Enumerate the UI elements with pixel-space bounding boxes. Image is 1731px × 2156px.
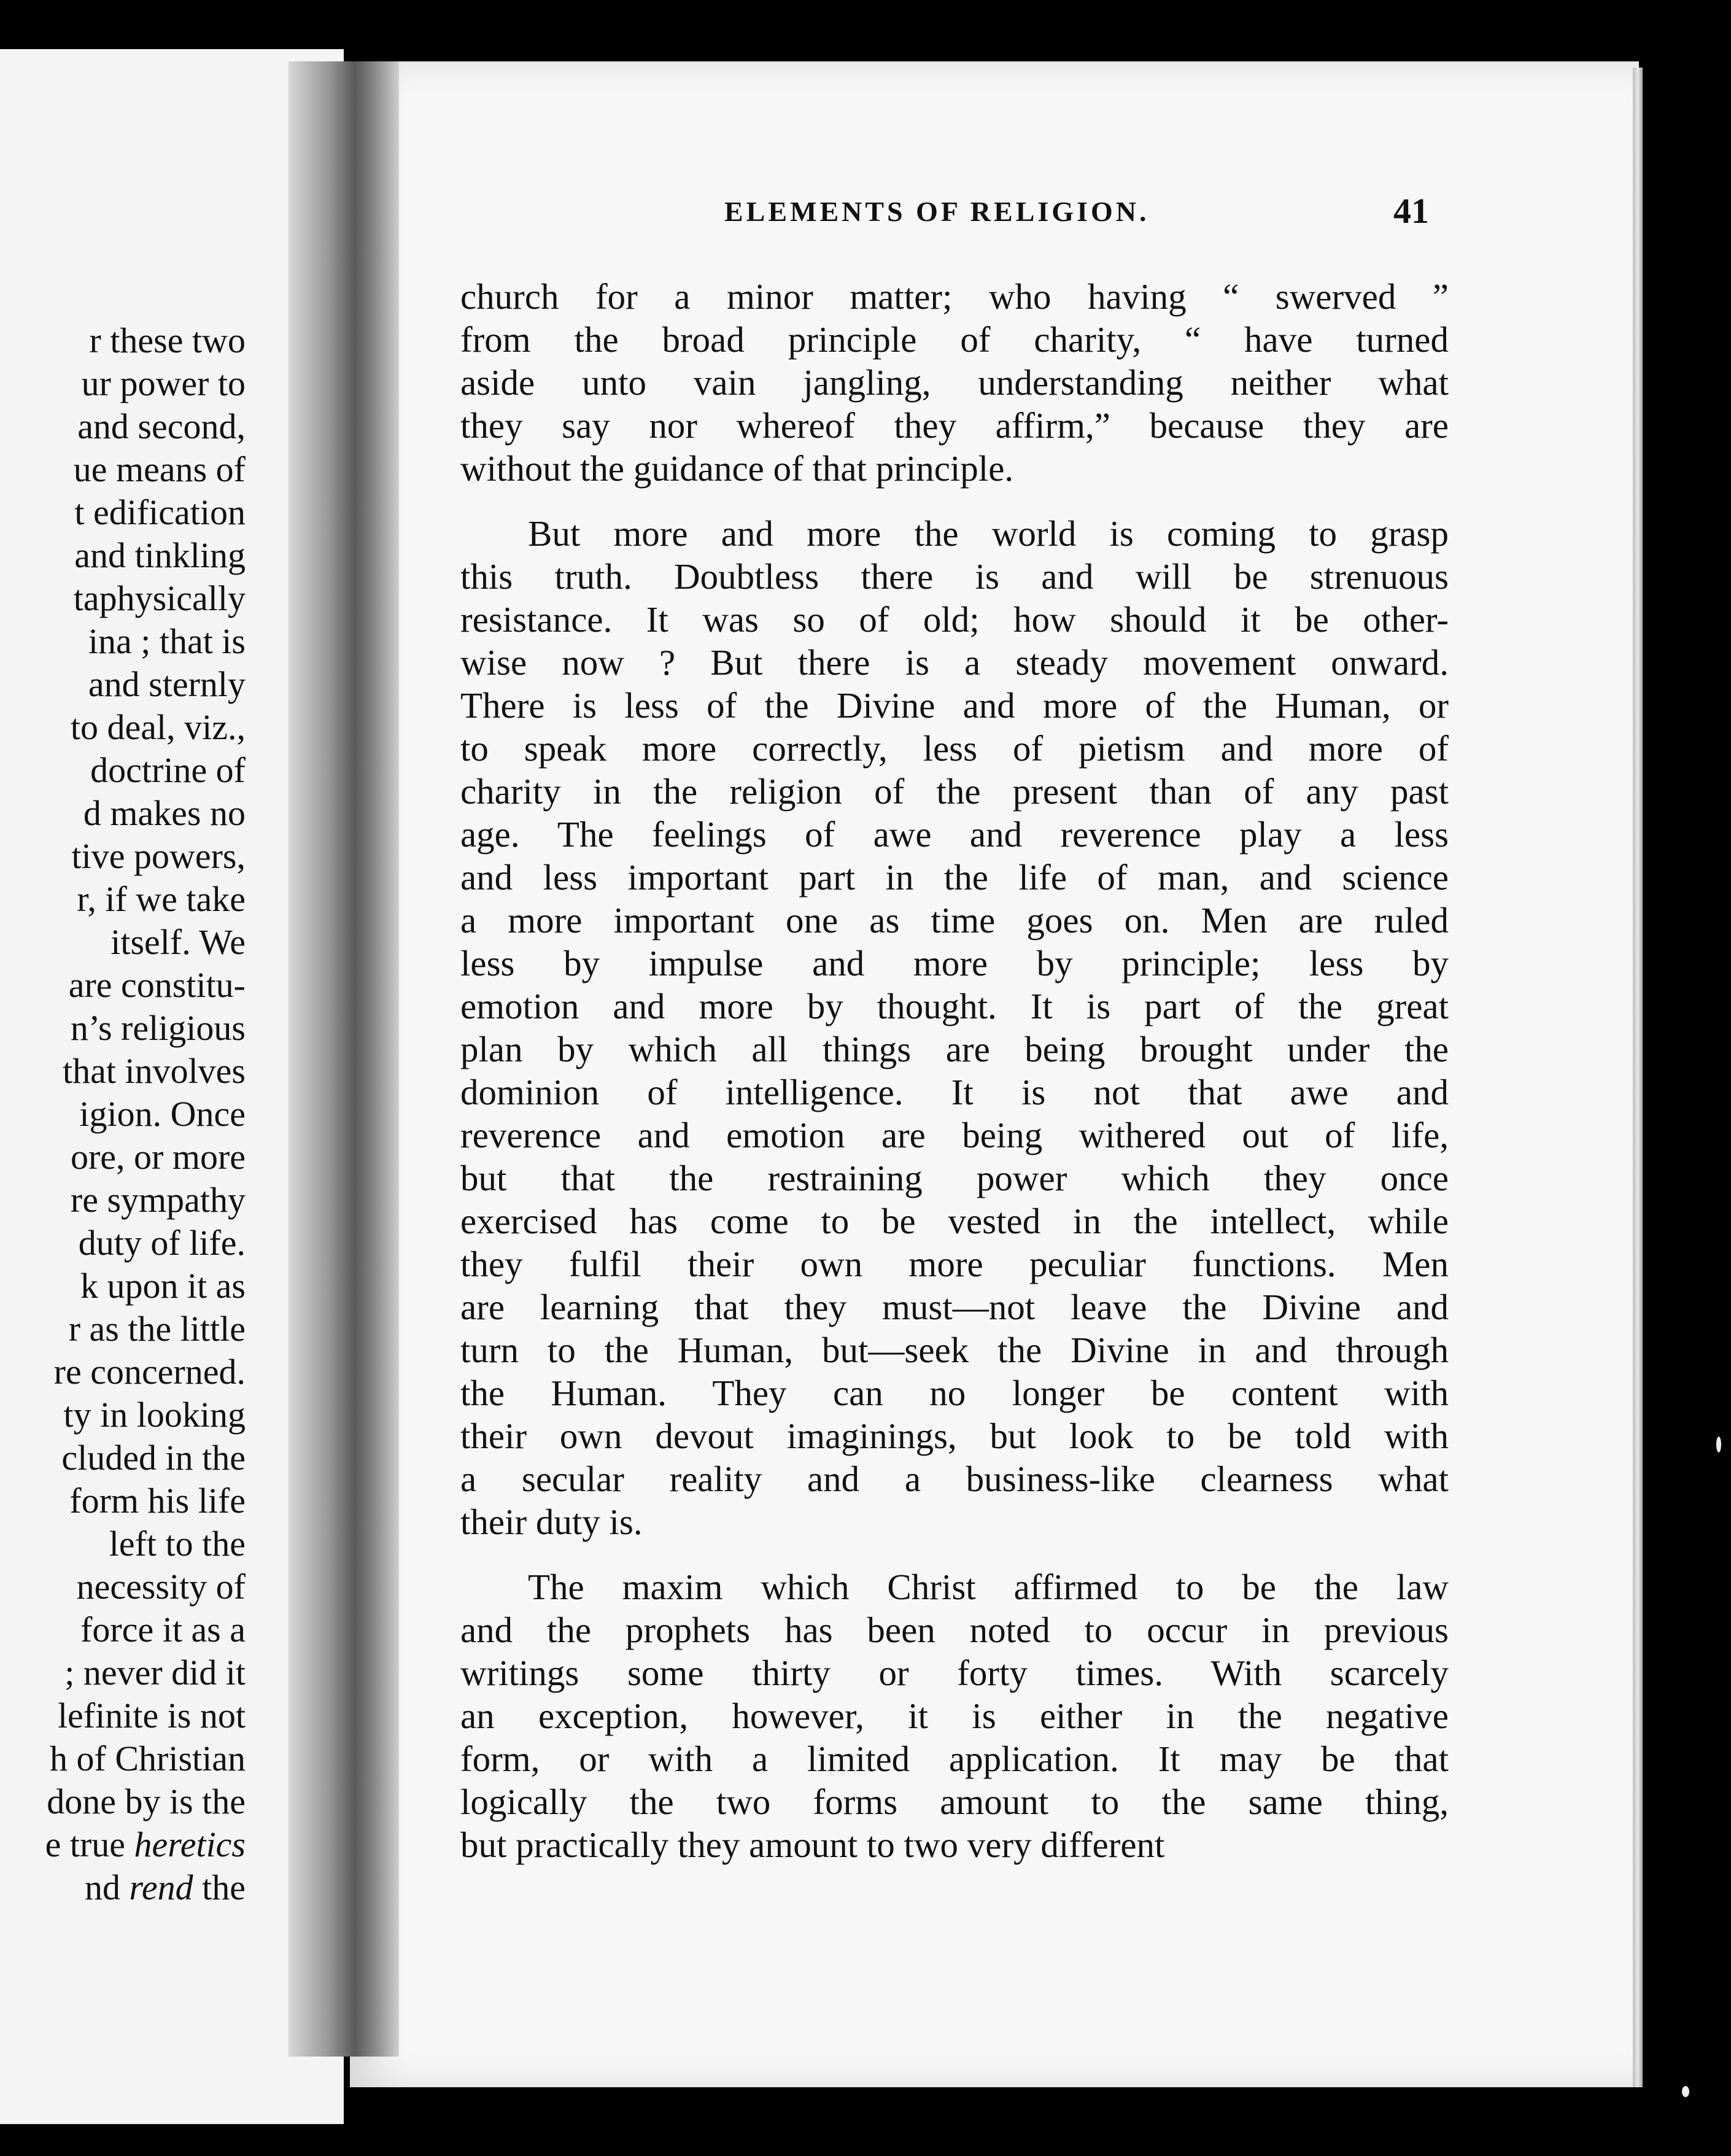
text-line: they say nor whereof they affirm,” because they are: [460, 405, 1449, 446]
left-page-line: k upon it as: [80, 1266, 246, 1306]
text-line: this truth. Doubtless there is and will be strenuous: [460, 556, 1449, 597]
left-page-line: are constitu-: [68, 965, 246, 1005]
left-page-line: ty in looking: [63, 1395, 246, 1435]
left-page-line: ue means of: [73, 449, 246, 489]
left-page-line: nd rend the: [84, 1867, 246, 1907]
text-line: writings some thirty or forty times. With scarcely: [460, 1653, 1449, 1693]
text-line: aside unto vain jangling, understanding neither what: [460, 362, 1449, 403]
text-line: resistance. It was so of old; how should it be other-: [460, 599, 1449, 640]
left-page-line: force it as a: [80, 1610, 246, 1650]
paragraph-gap: [460, 1543, 1449, 1565]
left-page-line: r, if we take: [77, 879, 246, 919]
text-line: are learning that they must—not leave the Divine and: [460, 1287, 1449, 1327]
left-page-line: left to the: [109, 1524, 246, 1564]
paragraph: [460, 275, 1449, 490]
paragraph: [460, 512, 1449, 1543]
text-line: but that the restraining power which they once: [460, 1158, 1449, 1198]
text-line: the Human. They can no longer be content with: [460, 1373, 1449, 1413]
left-page-line: and second,: [77, 406, 246, 446]
paragraph-gap: [460, 490, 1449, 512]
text-line: exercised has come to be vested in the intellect, while: [460, 1201, 1449, 1241]
text-line: But more and more the world is coming to grasp: [528, 513, 1449, 554]
left-page-line: and sternly: [88, 664, 246, 704]
book-gutter-shadow: [288, 61, 399, 2057]
text-line: charity in the religion of the present than of any past: [460, 771, 1449, 812]
running-head: ELEMENTS OF RELIGION.: [724, 196, 1150, 227]
left-page-line: e true heretics: [45, 1824, 246, 1864]
text-line: from the broad principle of charity, “ have turned: [460, 319, 1449, 360]
text-line: their own devout imaginings, but look to be told with: [460, 1416, 1449, 1456]
left-page-line: to deal, viz.,: [70, 707, 246, 747]
left-page-line: t edification: [74, 492, 246, 532]
text-line: without the guidance of that principle.: [460, 448, 1014, 489]
left-page-line: lefinite is not: [57, 1696, 246, 1735]
page-number: 41: [1393, 191, 1429, 231]
text-line: wise now ? But there is a steady movement onward.: [460, 642, 1449, 683]
text-line: form, or with a limited application. It may be that: [460, 1739, 1449, 1779]
left-page-line: tive powers,: [71, 836, 246, 876]
left-page-line: doctrine of: [90, 750, 246, 790]
left-page-line: ore, or more: [70, 1137, 246, 1177]
left-page-line: form his life: [69, 1481, 246, 1521]
left-page-line: r as the little: [68, 1309, 246, 1349]
left-page-line: itself. We: [110, 922, 246, 962]
text-line: The maxim which Christ affirmed to be the law: [528, 1567, 1449, 1607]
left-page-line: igion. Once: [79, 1094, 246, 1134]
left-page-line: ina ; that is: [88, 621, 246, 661]
text-line: age. The feelings of awe and reverence play a less: [460, 814, 1449, 855]
scan-speck: [1682, 2086, 1689, 2097]
text-line: turn to the Human, but—seek the Divine in and through: [460, 1330, 1449, 1370]
left-page-line: d makes no: [83, 793, 246, 833]
text-line: emotion and more by thought. It is part of the great: [460, 986, 1449, 1026]
text-line: and less important part in the life of man, and science: [460, 857, 1449, 898]
left-page-line: h of Christian: [50, 1739, 246, 1778]
left-page-line: done by is the: [47, 1782, 246, 1821]
left-page-line: ur power to: [81, 363, 246, 403]
left-page-text: [0, 319, 246, 1909]
text-line: a more important one as time goes on. Men are ruled: [460, 900, 1449, 940]
left-page-line: re sympathy: [70, 1180, 246, 1220]
paragraph: [460, 1565, 1449, 1866]
text-line: their duty is.: [460, 1502, 643, 1542]
text-line: reverence and emotion are being withered out of life,: [460, 1115, 1449, 1155]
text-line: a secular reality and a business-like clearness what: [460, 1459, 1449, 1499]
left-page-line: n’s religious: [70, 1008, 246, 1048]
left-page-line: ; never did it: [64, 1653, 246, 1693]
left-page-line: re concerned.: [53, 1352, 246, 1392]
text-line: to speak more correctly, less of pietism and more of: [460, 728, 1449, 769]
text-line: church for a minor matter; who having “ swerved ”: [460, 276, 1449, 317]
left-page-line: r these two: [89, 320, 246, 360]
left-page-line: and tinkling: [74, 535, 246, 575]
text-line: There is less of the Divine and more of the Human, or: [460, 685, 1449, 726]
text-line: they fulfil their own more peculiar functions. Men: [460, 1244, 1449, 1284]
left-page-line: duty of life.: [78, 1223, 246, 1263]
text-line: and the prophets has been noted to occur in previous: [460, 1610, 1449, 1650]
left-page-line: taphysically: [73, 578, 246, 618]
text-line: an exception, however, it is either in the negative: [460, 1696, 1449, 1736]
left-page-line: cluded in the: [61, 1438, 246, 1478]
left-page-line: necessity of: [76, 1567, 246, 1607]
page-edge: [1633, 68, 1643, 2087]
text-line: but practically they amount to two very different: [460, 1824, 1165, 1865]
text-line: logically the two forms amount to the same thing,: [460, 1782, 1449, 1822]
left-page-line: that involves: [62, 1051, 246, 1091]
text-line: plan by which all things are being brought under the: [460, 1029, 1449, 1069]
text-line: dominion of intelligence. It is not that awe and: [460, 1072, 1449, 1112]
text-line: less by impulse and more by principle; less by: [460, 943, 1449, 983]
scan-speck: [1716, 1437, 1721, 1452]
body-text: [460, 275, 1449, 1866]
